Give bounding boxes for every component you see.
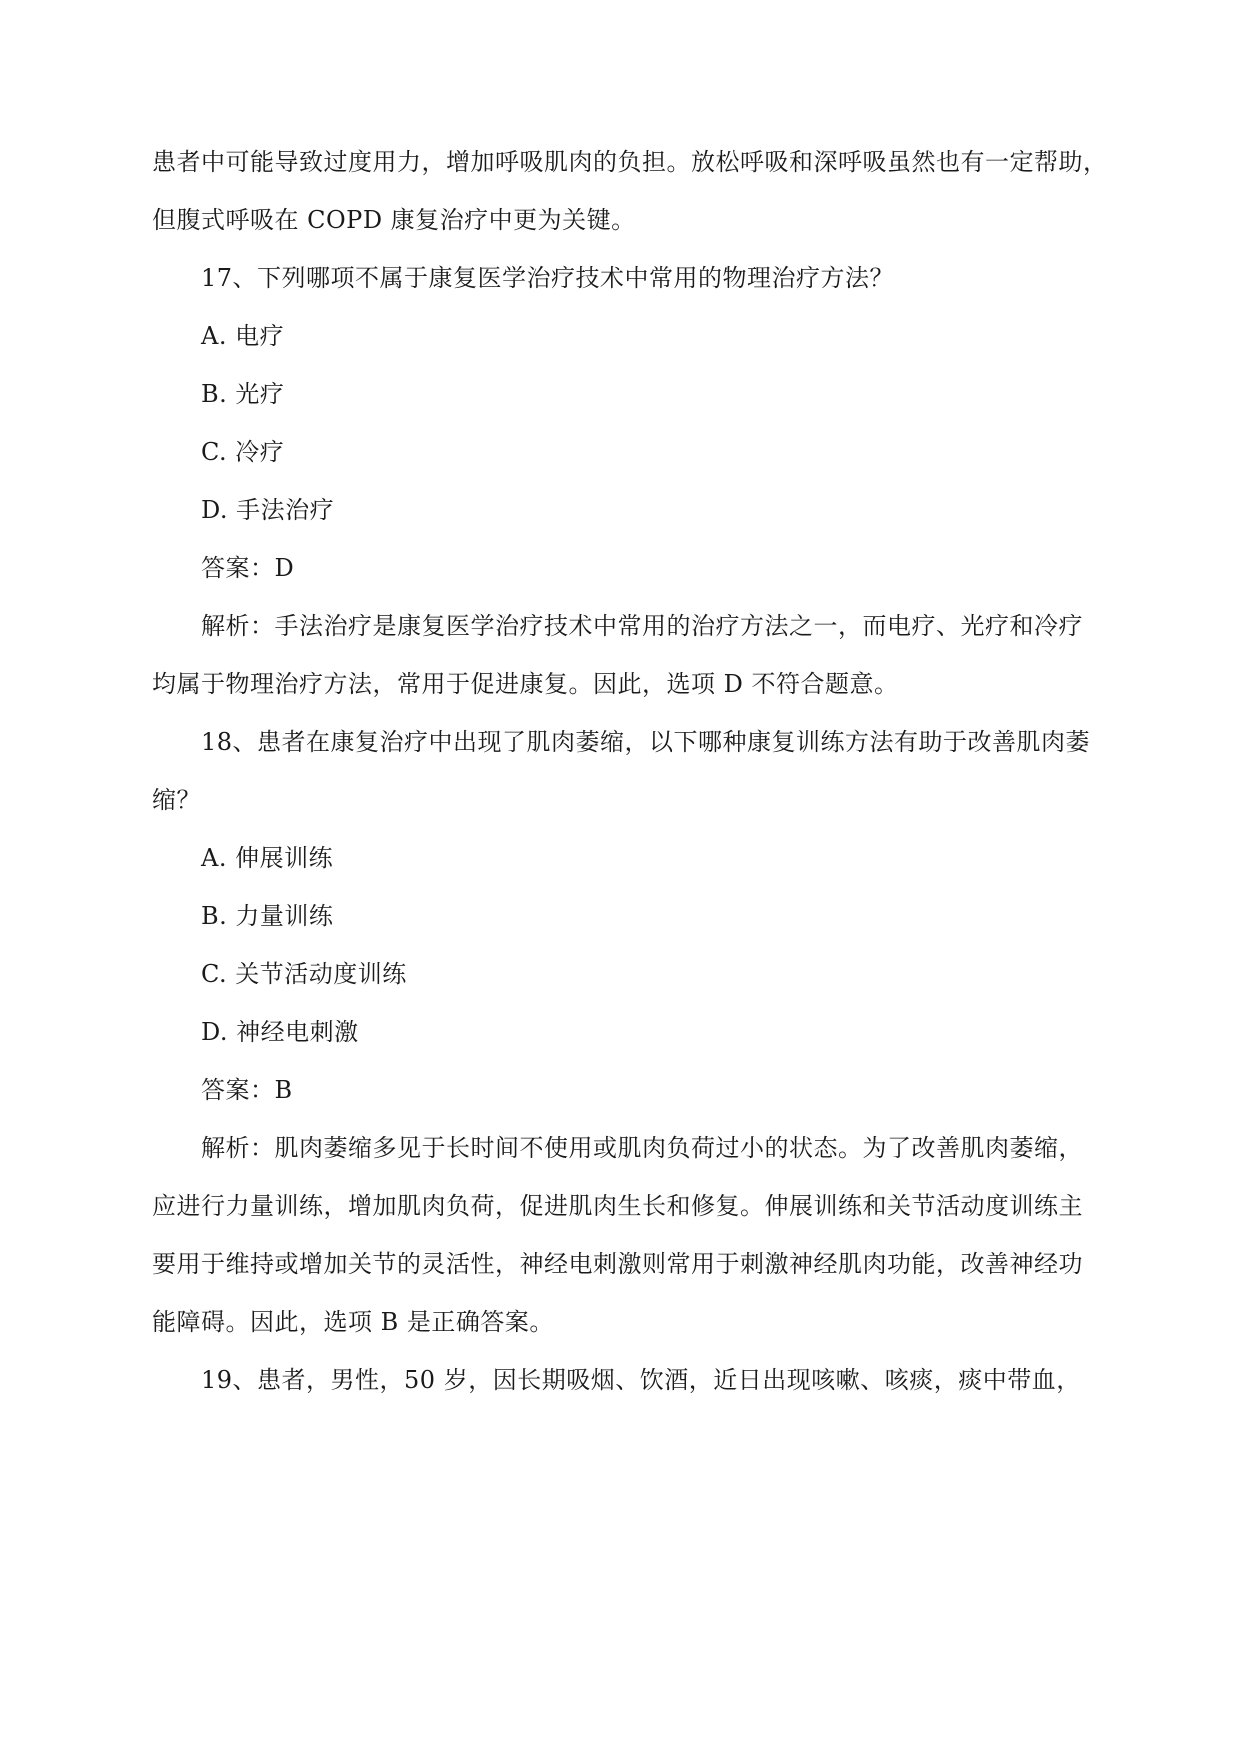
question-19-stem: 19、患者，男性，50 岁，因长期吸烟、饮酒，近日出现咳嗽、咳痰，痰中带血， [201, 1366, 1081, 1394]
question-18-stem: 18、患者在康复治疗中出现了肌肉萎缩，以下哪种康复训练方法有助于改善肌肉萎 [201, 728, 1091, 756]
q18-option-a: A. 伸展训练 [201, 844, 334, 872]
question-18-stem-cont: 缩？ [152, 786, 201, 814]
q18-analysis-line: 解析：肌肉萎缩多见于长时间不使用或肌肉负荷过小的状态。为了改善肌肉萎缩， [201, 1134, 1083, 1162]
body-line: 患者中可能导致过度用力，增加呼吸肌肉的负担。放松呼吸和深呼吸虽然也有一定帮助， [152, 148, 1108, 176]
q17-answer: 答案：D [201, 554, 295, 582]
q17-analysis-line: 均属于物理治疗方法，常用于促进康复。因此，选项 D 不符合题意。 [152, 670, 899, 698]
q18-option-c: C. 关节活动度训练 [201, 960, 407, 988]
q18-analysis-line: 要用于维持或增加关节的灵活性，神经电刺激则常用于刺激神经肌肉功能，改善神经功 [152, 1250, 1083, 1278]
q18-answer: 答案：B [201, 1076, 293, 1104]
q17-option-a: A. 电疗 [201, 322, 285, 350]
q18-analysis-line: 能障碍。因此，选项 B 是正确答案。 [152, 1308, 554, 1336]
body-line: 但腹式呼吸在 COPD 康复治疗中更为关键。 [152, 206, 636, 234]
q18-analysis-line: 应进行力量训练，增加肌肉负荷，促进肌肉生长和修复。伸展训练和关节活动度训练主 [152, 1192, 1083, 1220]
question-17-stem: 17、下列哪项不属于康复医学治疗技术中常用的物理治疗方法？ [201, 264, 895, 292]
q17-option-b: B. 光疗 [201, 380, 285, 408]
q17-option-c: C. 冷疗 [201, 438, 285, 466]
q17-analysis-line: 解析：手法治疗是康复医学治疗技术中常用的治疗方法之一，而电疗、光疗和冷疗 [201, 612, 1083, 640]
q17-option-d: D. 手法治疗 [201, 496, 335, 524]
q18-option-b: B. 力量训练 [201, 902, 334, 930]
q18-option-d: D. 神经电刺激 [201, 1018, 359, 1046]
